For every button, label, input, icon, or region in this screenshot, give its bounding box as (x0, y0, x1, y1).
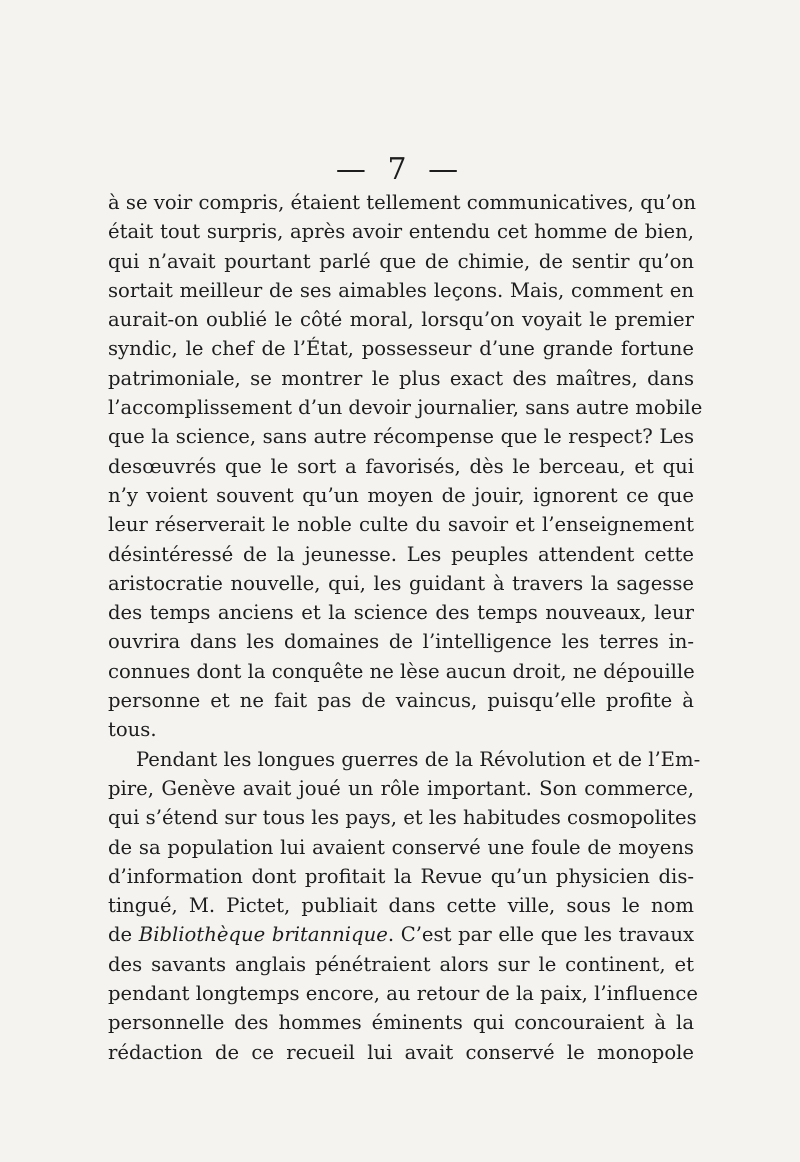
text-line: pire, Genève avait joué un rôle important. Son commerce, (108, 776, 694, 800)
text-line: que la science, sans autre récompense que le respect? Les (108, 425, 694, 449)
text-line: d’information dont profitait la Revue qu’un physicien dis- (108, 864, 694, 888)
text-line: à se voir compris, étaient tellement communicatives, qu’on (108, 191, 696, 214)
text-line: aristocratie nouvelle, qui, les guidant à travers la sagesse (108, 571, 694, 595)
text-line: desœuvrés que le sort a favorisés, dès le berceau, et qui (108, 454, 694, 478)
page-number: — 7 — (335, 152, 465, 187)
paragraph-start-line: Pendant les longues guerres de la Révolution et de l’Em- (136, 747, 701, 771)
text-line: qui s’étend sur tous les pays, et les habitudes cosmopolites (108, 806, 697, 830)
text-line: connues dont la conquête ne lèse aucun droit, ne dépouille (108, 659, 695, 683)
text-line: qui n’avait pourtant parlé que de chimie, de sentir qu’on (108, 249, 694, 273)
text-line: de sa population lui avaient conservé une foule de moyens (108, 835, 694, 859)
text-line: personnelle des hommes éminents qui concouraient à la (108, 1011, 694, 1035)
text-line-with-title (108, 920, 694, 949)
text-line: leur réserverait le noble culte du savoir et l’enseignement (108, 513, 694, 537)
text-line: rédaction de ce recueil lui avait conservé le monopole (108, 1040, 694, 1064)
body-text (108, 188, 703, 1067)
text-line: n’y voient souvent qu’un moyen de jouir, ignorent ce que (108, 483, 694, 507)
text-line: était tout surpris, après avoir entendu cet homme de bien, (108, 220, 694, 244)
text-line: tous. (108, 718, 157, 742)
text-line: tingué, M. Pictet, publiait dans cette ville, sous le nom (108, 894, 694, 918)
text-fragment: de (108, 923, 139, 947)
text-line: désintéressé de la jeunesse. Les peuples attendent cette (108, 542, 694, 566)
text-line: des temps anciens et la science des temps nouveaux, leur (108, 601, 694, 625)
text-line: personne et ne fait pas de vaincus, puisqu’elle profite à (108, 689, 694, 713)
text-line: ouvrira dans les domaines de l’intelligence les terres in- (108, 630, 694, 654)
text-line: des savants anglais pénétraient alors sur le continent, et (108, 952, 694, 976)
text-line: aurait-on oublié le côté moral, lorsqu’on voyait le premier (108, 308, 694, 332)
text-fragment: . C’est par elle que les travaux (387, 923, 694, 947)
text-line: pendant longtemps encore, au retour de la paix, l’influence (108, 982, 698, 1006)
text-line: syndic, le chef de l’État, possesseur d’une grande fortune (108, 337, 694, 361)
text-line: sortait meilleur de ses aimables leçons. Mais, comment en (108, 278, 694, 302)
text-line: l’accomplissement d’un devoir journalier, sans autre mobile (108, 396, 703, 420)
journal-title: Bibliothèque britannique (138, 923, 388, 947)
text-line: patrimoniale, se montrer le plus exact des maîtres, dans (108, 366, 694, 390)
